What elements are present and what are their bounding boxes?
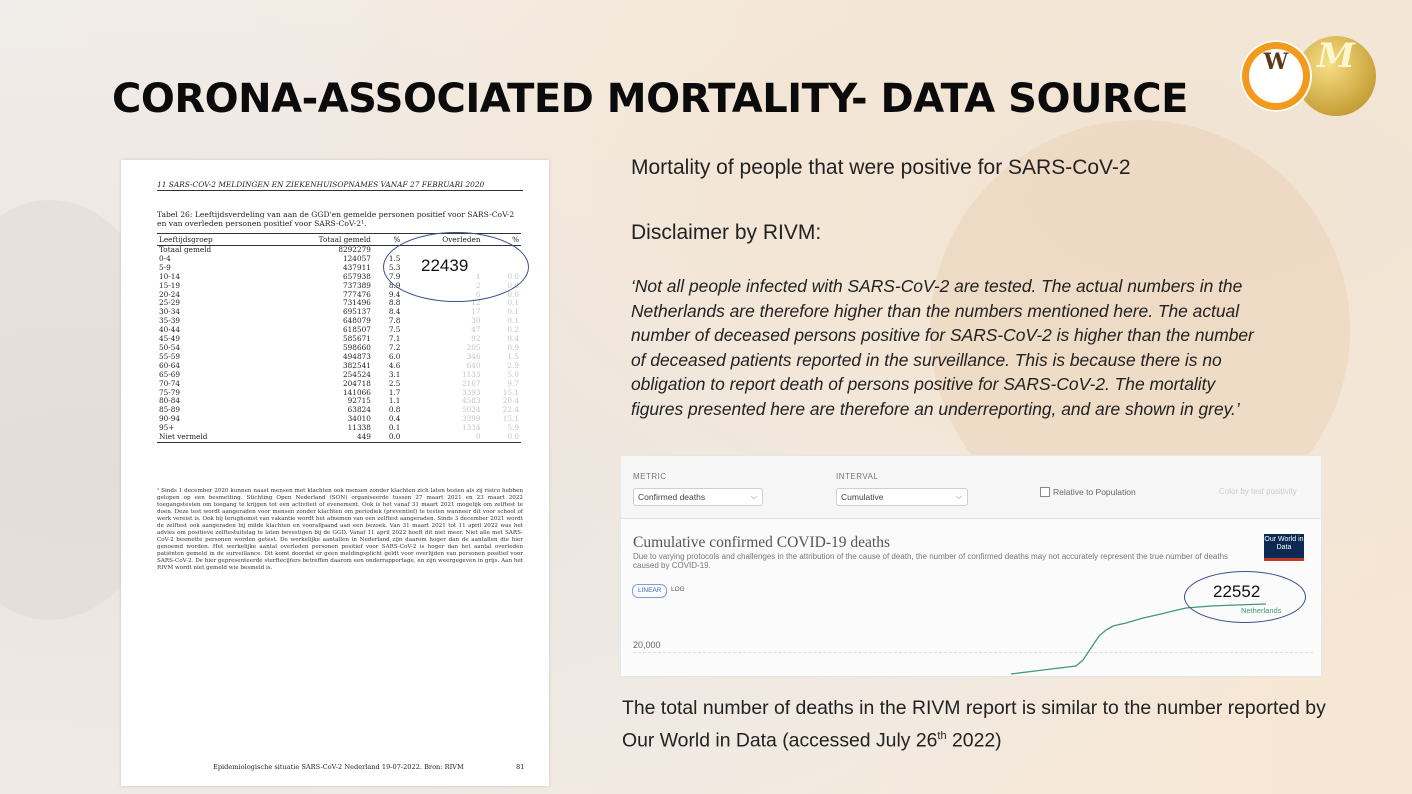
table-cell: 731496 (343, 298, 371, 308)
table-cell: 5.0 (507, 369, 519, 379)
table-cell: 6 (475, 289, 481, 299)
table-header-cell: Leeftijdsgroep (157, 234, 266, 246)
table-cell: 0.0 (373, 433, 403, 442)
metric-value: Confirmed deaths (638, 492, 706, 502)
table-cell: 618507 (343, 325, 371, 335)
table-cell: 34010 (347, 414, 371, 424)
table-cell: 5.9 (507, 423, 519, 433)
disclaimer-quote: ‘Not all people infected with SARS-CoV-2 are tested. The actual numbers in the Netherlands are therefore higher than the numbers mentioned here. The actual number of deceased persons positive for SARS-CoV-2 is higher than the number of deceased patients reported in the surveillance. This is because there is no obligation to report death of persons positive for SARS-CoV-2. The mortality figures presented here are therefore an underreporting, and are shown in grey.’ (631, 276, 1254, 419)
table-cell: 0 (402, 433, 482, 442)
table-cell: 7.5 (388, 325, 401, 335)
table-cell: 15-19 (159, 280, 181, 290)
table-cell: 449 (266, 433, 373, 442)
total-deaths-value: 22439 (421, 256, 469, 275)
table-cell: 3399 (461, 414, 481, 424)
table-cell: 20.4 (502, 396, 519, 406)
interval-label: INTERVAL (836, 472, 879, 481)
table-cell: 0.0 (483, 433, 521, 442)
table-cell: 2.9 (507, 360, 519, 370)
table-cell: 0.4 (388, 414, 401, 424)
table-cell: 0.9 (507, 342, 519, 352)
table-cell: 648079 (343, 316, 371, 326)
report-header: 11 SARS-COV-2 MELDINGEN EN ZIEKENHUISOPNAMES VANAF 27 FEBRUARI 2020 (157, 180, 523, 191)
table-cell: 1.5 (388, 253, 401, 263)
slide-title: CORONA-ASSOCIATED MORTALITY- DATA SOURCE (112, 76, 1188, 122)
table-header-cell: % (373, 234, 403, 246)
table-cell: 70-74 (159, 378, 181, 388)
table-row (157, 317, 521, 326)
logo-letter: W (1249, 49, 1303, 103)
table-cell: 640 (466, 360, 481, 370)
conclusion-tail: 2022) (946, 729, 1002, 752)
table-cell: 777476 (343, 289, 371, 299)
table-cell: 382541 (343, 360, 371, 370)
table-cell: 85-89 (159, 405, 181, 415)
interval-value: Cumulative (841, 492, 884, 502)
table-cell: 254524 (343, 369, 371, 379)
table-cell: 1.1 (388, 396, 401, 406)
linear-toggle[interactable]: LINEAR (632, 584, 667, 598)
table-header-cell: Overleden (402, 234, 482, 246)
table-cell: 30 (471, 316, 481, 326)
table-cell: 35-39 (159, 316, 181, 326)
conclusion-sup: th (937, 730, 947, 742)
table-cell: 60-64 (159, 360, 181, 370)
table-cell: 8292279 (338, 245, 371, 254)
owid-total-value: 22552 (1213, 582, 1261, 601)
page-number: 81 (516, 763, 525, 771)
table-cell: 0.0 (507, 271, 519, 281)
table-cell: 0.0 (507, 280, 519, 290)
table-row (157, 424, 521, 433)
table-cell: 80-84 (159, 396, 181, 406)
table-cell: 95+ (159, 423, 175, 433)
metric-label: METRIC (633, 472, 667, 481)
table-cell: 4.6 (388, 360, 401, 370)
table-cell: 15.1 (502, 414, 519, 424)
table-cell: 5.3 (388, 262, 401, 272)
table-cell: 5-9 (159, 262, 171, 272)
table-row (157, 308, 521, 317)
table-cell: 585671 (343, 334, 371, 344)
table-cell: 2167 (461, 378, 481, 388)
table-cell: 8.9 (388, 280, 401, 290)
table-cell: 0.1 (507, 316, 519, 326)
table-cell: 737389 (343, 280, 371, 290)
table-cell: 90-94 (159, 414, 181, 424)
log-toggle[interactable]: LOG (671, 586, 685, 593)
table-cell: 1.7 (388, 387, 401, 397)
footnote: ¹ Sinds 1 december 2020 kunnen naast mensen met klachten ook mensen zonder klachten zich laten testen als zij risico hebben gelopen op een besmetting. Stichting Open Nederland (SON) organiseerde tussen 27 maart 2021 en 23 maart 2022 toegangstesten om toegang te krijgen tot een activiteit of evenement. Ook is het vanaf 31 maart 2021 mogelijk om zelftest te doen. Deze test wordt aangeraden voor mensen zonder klachten om periodiek (preventief) te testen wanneer dit voor school of werk vereist is. Ook bij terughomst van vakantie wordt het afnemen van een zelftest aangeraden. Sinds 3 december 2021 wordt de zelftest ook aangeraden bij milde klachten en voorafgaand aan een bezoek. Van 31 maart 2021 tot 11 april 2022 was het advies om positieve zelftestuitslag te laten bevestigen bij de GGD. Vanaf 11 april 2022 hoeft dit niet meer. Niet alle met SARS-CoV-2 besmette personen worden getest. De werkelijke aantallen in Nederland zijn daarom hoger dan de aantallen die hier genoemd worden. Het werkelijke aantal overleden personen positief voor SARS-CoV-2 is hoger dan het aantal overleden patiënten gemeld in de surveillance. Dit komt doordat er geen meldingsplicht geldt voor overlijden van personen positief voor SARS-CoV-2. De hier gepresenteerde sterftecijfers betreffen daarom een onderrapportage, en zijn weergegeven in grijs. Aan het RIVM wordt niet gemeld wie besmeld is. (157, 488, 523, 571)
table-cell: 437911 (343, 262, 371, 272)
table-cell: 346 (466, 351, 481, 361)
table-cell: 205 (466, 342, 481, 352)
table-cell: 0.0 (507, 289, 519, 299)
deaths-line-chart (621, 456, 1321, 676)
table-cell: 55-59 (159, 351, 181, 361)
relative-population-label: Relative to Population (1053, 487, 1136, 497)
table-cell: 124057 (343, 253, 371, 263)
table-cell: 0.1 (507, 307, 519, 317)
table-cell: 4583 (461, 396, 481, 406)
table-row (157, 433, 521, 442)
disclaimer-heading: Disclaimer by RIVM: (631, 221, 822, 244)
table-cell: 0.2 (507, 325, 519, 335)
table-cell: 8.4 (388, 307, 401, 317)
table-cell: 10-14 (159, 271, 181, 281)
table-cell: 7.1 (388, 334, 401, 344)
y-tick-label: 20,000 (633, 640, 661, 650)
chevron-down-icon: ⌵ (750, 492, 757, 501)
report-footer: Epidemiologische situatie SARS-CoV-2 Nederland 19-07-2022. Bron: RIVM (213, 763, 464, 771)
table-cell: 22.4 (502, 405, 519, 415)
table-cell: 47 (471, 325, 481, 335)
logo-gold-circle: M (1296, 36, 1376, 116)
table-cell: 695137 (343, 307, 371, 317)
table-header-cell: % (483, 234, 521, 246)
table-cell: 6.0 (388, 351, 401, 361)
conclusion-text (622, 694, 1342, 754)
table-cell: 17 (471, 307, 481, 317)
table-cell: 25-29 (159, 298, 181, 308)
table-cell: 20-24 (159, 289, 181, 299)
table-cell: Totaal gemeld (159, 245, 212, 254)
table-cell: 0.4 (507, 334, 519, 344)
table-cell: 0-4 (159, 253, 171, 263)
table-cell: 2 (475, 280, 481, 290)
chevron-down-icon: ⌵ (955, 492, 962, 501)
table-cell: 9.4 (388, 289, 401, 299)
table-cell: 15.1 (502, 387, 519, 397)
table-cell: 598660 (343, 342, 371, 352)
chart-subtitle: Due to varying protocols and challenges in the attribution of the cause of death, the number of confirmed deaths may not accurately represent the true number of deaths caused by COVID-19. (633, 552, 1229, 570)
table-cell: 0.1 (507, 298, 519, 308)
table-caption: Tabel 26: Leeftijdsverdeling van aan de GGD'en gemelde personen positief voor SARS-CoV-2 en van overleden personen positief voor SARS-CoV-2¹. (157, 210, 515, 228)
table-cell: 5024 (461, 405, 481, 415)
table-cell: 1334 (461, 423, 481, 433)
table-cell: 657938 (343, 271, 371, 281)
table-cell: 7.9 (388, 271, 401, 281)
table-cell: 8.8 (388, 298, 401, 308)
table-cell: 63824 (347, 405, 371, 415)
table-cell: 75-79 (159, 387, 181, 397)
color-by-positivity-label[interactable]: Color by test positivity (1219, 487, 1297, 496)
rivm-report-page (121, 160, 549, 786)
table-cell: 1.5 (507, 351, 519, 361)
table-cell: 40-44 (159, 325, 181, 335)
table-row (157, 326, 521, 335)
table-header-cell: Totaal gemeld (266, 234, 373, 246)
slide-subtitle: Mortality of people that were positive for SARS-CoV-2 (631, 156, 1131, 179)
table-cell: 7.2 (388, 342, 401, 352)
table-cell: 92 (471, 334, 481, 344)
chart-title: Cumulative confirmed COVID-19 deaths (633, 534, 890, 551)
logo (1240, 36, 1378, 116)
table-cell: Niet vermeld (157, 433, 266, 442)
table-cell: 45-49 (159, 334, 181, 344)
conclusion-main: The total number of deaths in the RIVM report is similar to the number reported by Our World in Data (accessed July 26 (622, 697, 1326, 752)
table-cell: 1133 (461, 369, 481, 379)
table-cell: 9.7 (507, 378, 519, 388)
logo-heart-circle (1240, 40, 1312, 112)
table-cell: 3.1 (388, 369, 401, 379)
table-cell: 12 (471, 298, 481, 308)
owid-logo-badge[interactable]: Our World in Data (1264, 534, 1304, 561)
table-cell: 0.8 (388, 405, 401, 415)
table-cell: 11338 (347, 423, 371, 433)
table-cell: 1 (475, 271, 481, 281)
table-cell: 494873 (343, 351, 371, 361)
series-label: Netherlands (1241, 606, 1282, 615)
table-cell: 141066 (343, 387, 371, 397)
table-cell: 204718 (343, 378, 371, 388)
table-cell: 7.8 (388, 316, 401, 326)
table-cell: 65-69 (159, 369, 181, 379)
owid-chart-panel (620, 455, 1322, 677)
table-cell: 2.5 (388, 378, 401, 388)
table-cell: 50-54 (159, 342, 181, 352)
table-cell: 3393 (461, 387, 481, 397)
table-cell: 0.1 (388, 423, 401, 433)
table-cell: 92715 (347, 396, 371, 406)
table-cell: 30-34 (159, 307, 181, 317)
